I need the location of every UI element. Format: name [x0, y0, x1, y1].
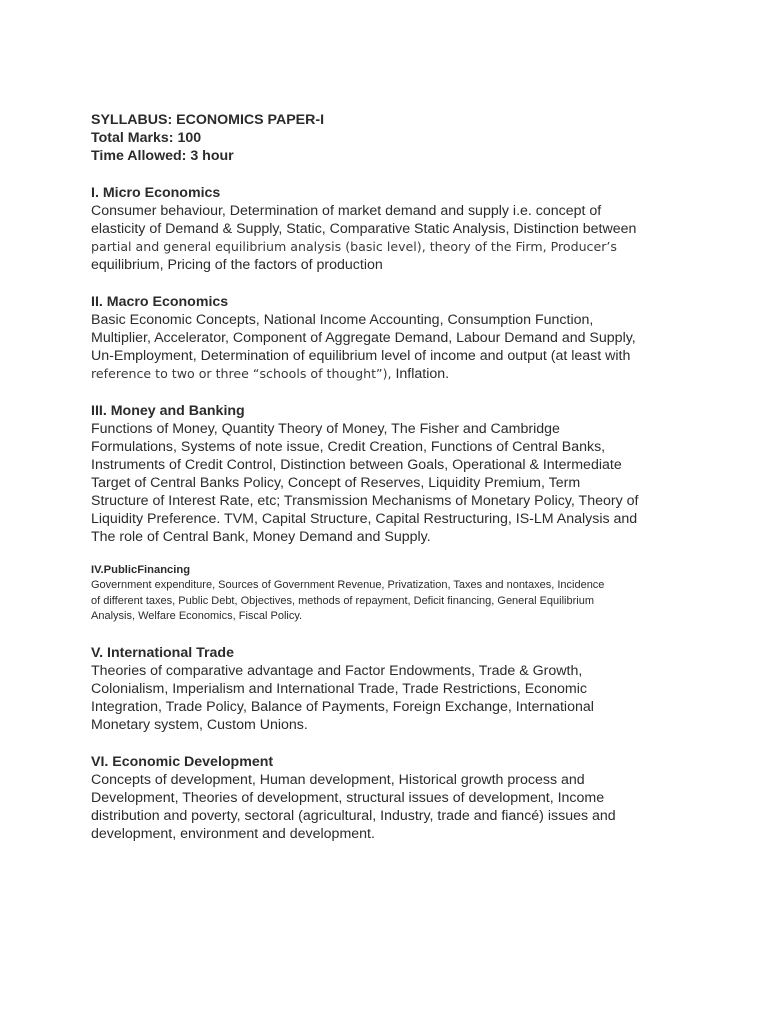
body-line: Structure of Interest Rate, etc; Transmission Mechanisms of Monetary Policy, Theory of: [91, 493, 639, 509]
body-line: distribution and poverty, sectoral (agricultural, Industry, trade and fiancé) issues and: [91, 807, 616, 824]
section-body: [91, 662, 691, 734]
body-line-part: Inflation.: [395, 366, 450, 382]
section-international-trade: [91, 644, 691, 734]
body-line: Theories of comparative advantage and Factor Endowments, Trade & Growth,: [91, 662, 583, 679]
section-body: [91, 578, 691, 625]
body-line: Concepts of development, Human development, Historical growth process and: [91, 771, 585, 788]
body-line: Functions of Money, Quantity Theory of Money, The Fisher and Cambridge: [91, 421, 560, 437]
body-line: Basic Economic Concepts, National Income Accounting, Consumption Function,: [91, 312, 594, 328]
body-line: development, environment and development.: [91, 825, 375, 842]
total-marks: Total Marks: 100: [91, 130, 202, 146]
body-line: equilibrium, Pricing of the factors of production: [91, 257, 383, 273]
section-title: IV.PublicFinancing: [91, 564, 191, 576]
body-line: [91, 365, 691, 383]
section-money-banking: [91, 402, 691, 546]
section-title: II. Macro Economics: [91, 294, 229, 310]
body-line: The role of Central Bank, Money Demand and Supply.: [91, 529, 431, 545]
body-line: Un-Employment, Determination of equilibrium level of income and output (at least with: [91, 348, 631, 364]
body-line: Colonialism, Imperialism and International Trade, Trade Restrictions, Economic: [91, 680, 587, 697]
body-line: Instruments of Credit Control, Distinction between Goals, Operational & Intermediate: [91, 457, 622, 473]
body-line: Monetary system, Custom Unions.: [91, 716, 308, 733]
body-line: Integration, Trade Policy, Balance of Payments, Foreign Exchange, International: [91, 698, 594, 715]
body-line: Analysis, Welfare Economics, Fiscal Policy.: [91, 610, 303, 622]
section-macro-economics: [91, 293, 691, 383]
body-line: Government expenditure, Sources of Government Revenue, Privatization, Taxes and nontaxes, Incidence: [91, 579, 605, 591]
body-line-part: reference to two or three “schools of thought”),: [91, 366, 392, 381]
time-allowed: Time Allowed: 3 hour: [91, 148, 234, 164]
body-line: Formulations, Systems of note issue, Credit Creation, Functions of Central Banks,: [91, 439, 606, 455]
body-line: partial and general equilibrium analysis (basic level), theory of the Firm, Producer’s: [91, 239, 617, 254]
body-line: Consumer behaviour, Determination of market demand and supply i.e. concept of: [91, 203, 602, 219]
section-economic-development: [91, 753, 691, 843]
section-body: [91, 771, 691, 843]
section-micro-economics: [91, 184, 691, 274]
body-line: Development, Theories of development, structural issues of development, Income: [91, 789, 605, 806]
section-public-financing: [91, 563, 691, 625]
section-title: VI. Economic Development: [91, 753, 274, 770]
body-line: Target of Central Banks Policy, Concept of Reserves, Liquidity Premium, Term: [91, 475, 581, 491]
body-line: Multiplier, Accelerator, Component of Aggregate Demand, Labour Demand and Supply,: [91, 330, 636, 346]
section-title: III. Money and Banking: [91, 403, 245, 419]
section-body: [91, 420, 691, 546]
syllabus-document: [91, 111, 691, 843]
body-line: Liquidity Preference. TVM, Capital Structure, Capital Restructuring, IS-LM Analysis and: [91, 511, 638, 527]
section-body: [91, 311, 691, 383]
document-title: SYLLABUS: ECONOMICS PAPER-I: [91, 112, 325, 128]
body-line: of different taxes, Public Debt, Objectives, methods of repayment, Deficit financing, General Equilibrium: [91, 594, 594, 607]
section-title: I. Micro Economics: [91, 185, 221, 201]
section-body: [91, 202, 691, 274]
section-title: V. International Trade: [91, 644, 234, 661]
body-line: elasticity of Demand & Supply, Static, Comparative Static Analysis, Distinction between: [91, 221, 637, 237]
